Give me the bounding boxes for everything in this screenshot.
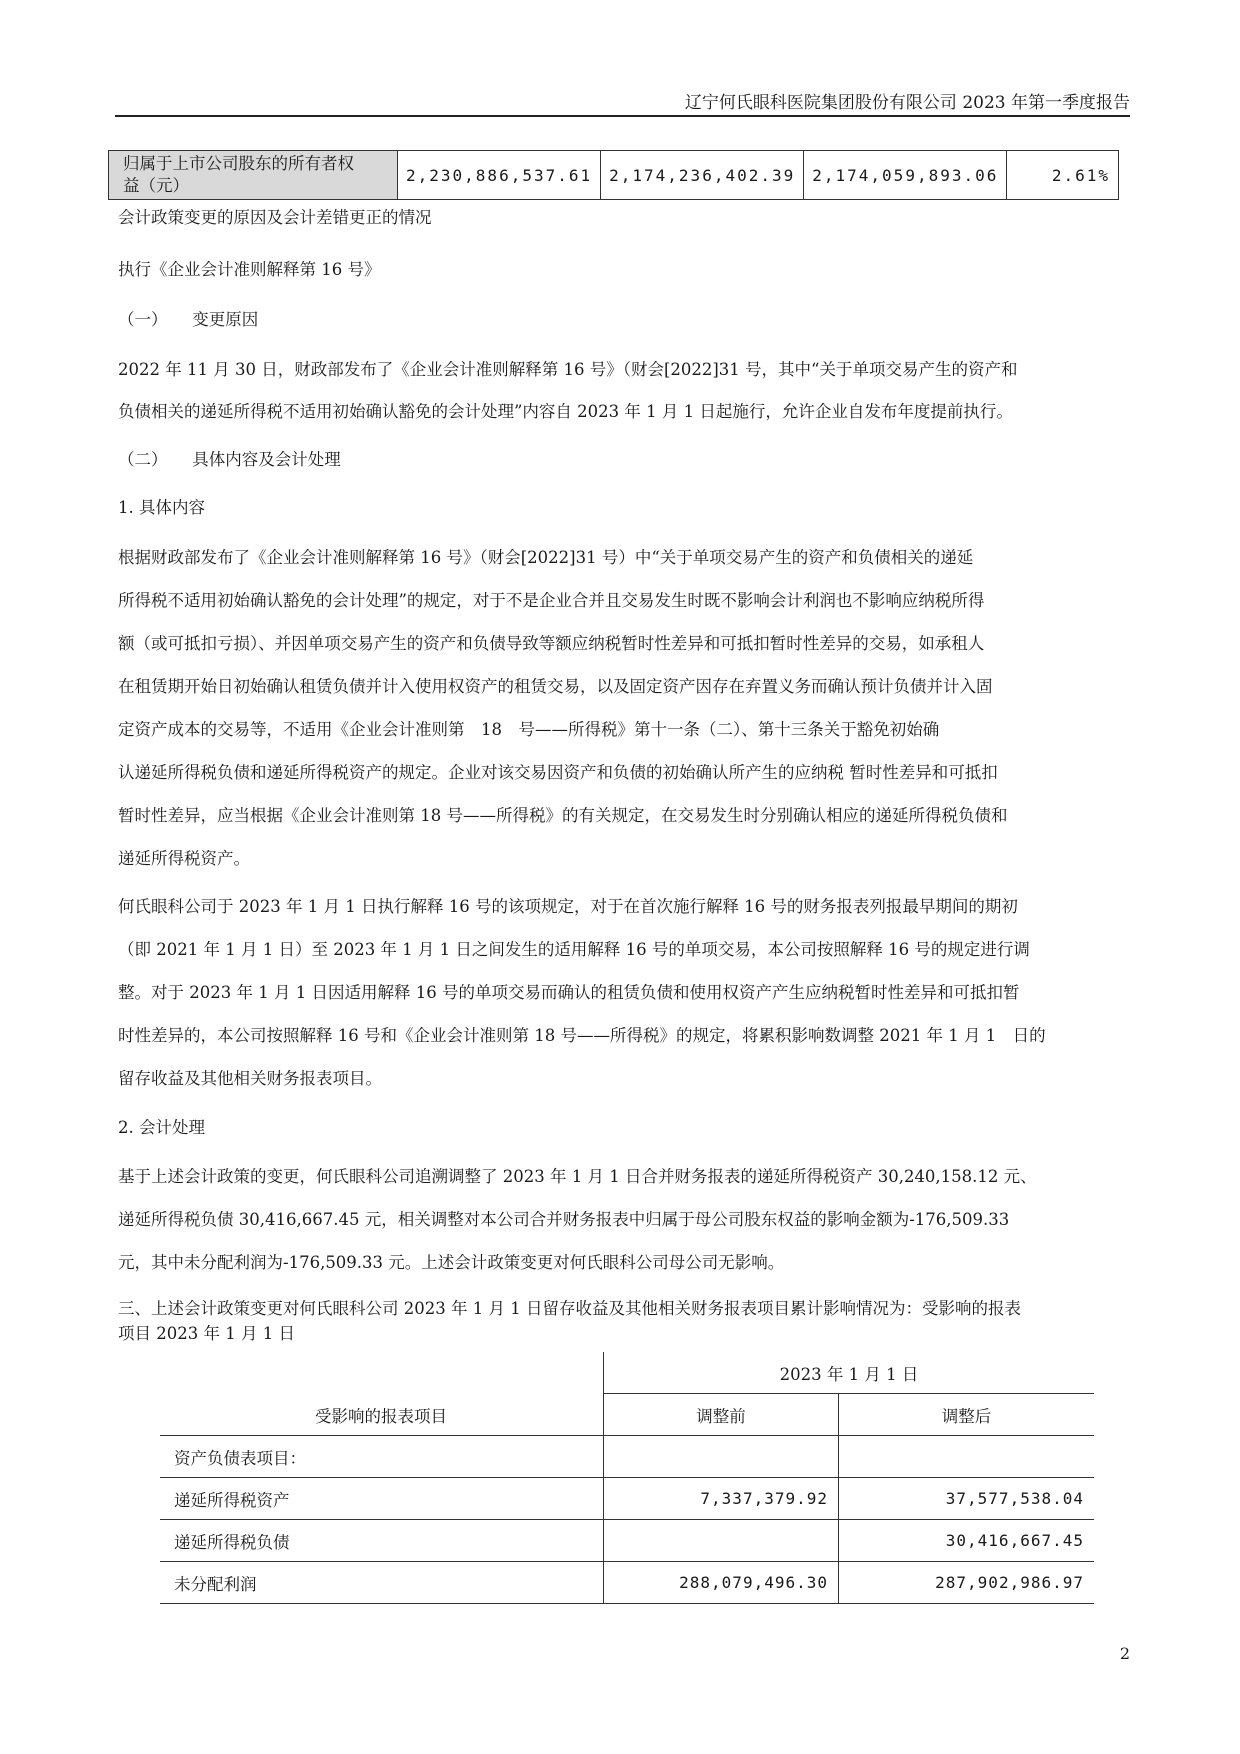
paragraph-line: 在租赁期开始日初始确认租赁负债并计入使用权资产的租赁交易，以及固定资产因存在弃置义务而确认预计负债并计入固 bbox=[118, 677, 993, 696]
row-item-cell: 递延所得税负债 bbox=[160, 1520, 604, 1562]
section-title: 会计政策变更的原因及会计差错更正的情况 bbox=[118, 208, 432, 227]
table-row bbox=[160, 1478, 1094, 1520]
equity-label-cell bbox=[109, 151, 398, 200]
paragraph-line: 基于上述会计政策的变更，何氏眼科公司追溯调整了 2023 年 1 月 1 日合并财务报表的递延所得税资产 30,240,158.12 元、 bbox=[118, 1167, 1037, 1186]
paragraph-line: 2022 年 11 月 30 日，财政部发布了《企业会计准则解释第 16 号》（财会[2022]31 号，其中“关于单项交易产生的资产和 bbox=[118, 360, 1018, 379]
equity-change-percent: 2.61% bbox=[1007, 151, 1119, 200]
equity-label-line2: 益（元） bbox=[123, 176, 189, 195]
row-before-cell bbox=[604, 1520, 839, 1562]
heading-change-reason: （一） 变更原因 bbox=[118, 310, 259, 329]
header-rule bbox=[115, 115, 1130, 117]
paragraph-line: 时性差异的，本公司按照解释 16 号和《企业会计准则第 18 号——所得税》的规定，将累积影响数调整 2021 年 1 月 1 日的 bbox=[118, 1026, 1046, 1045]
paragraph-line: （即 2021 年 1 月 1 日）至 2023 年 1 月 1 日之间发生的适用解释 16 号的单项交易，本公司按照解释 16 号的规定进行调 bbox=[118, 940, 1030, 959]
row-item-cell: 递延所得税资产 bbox=[160, 1478, 604, 1520]
table-row bbox=[109, 151, 1119, 200]
row-item-cell: 资产负债表项目： bbox=[160, 1436, 604, 1478]
row-after-cell: 287,902,986.97 bbox=[839, 1562, 1095, 1604]
paragraph-line: 项目 2023 年 1 月 1 日 bbox=[118, 1324, 295, 1343]
table-row bbox=[160, 1436, 1094, 1478]
equity-label-line1: 归属于上市公司股东的所有者权 bbox=[123, 154, 354, 173]
row-before-cell bbox=[604, 1436, 839, 1478]
paragraph-line: 认递延所得税负债和递延所得税资产的规定。企业对该交易因资产和负债的初始确认所产生的应纳税 暂时性差异和可抵扣 bbox=[118, 763, 998, 782]
heading-accounting-treatment: 2. 会计处理 bbox=[118, 1118, 205, 1137]
paragraph-line: 负债相关的递延所得税不适用初始确认豁免的会计处理”内容自 2023 年 1 月 1 日起施行，允许企业自发布年度提前执行。 bbox=[118, 402, 1013, 421]
row-item-cell: 未分配利润 bbox=[160, 1562, 604, 1604]
paragraph-line: 根据财政部发布了《企业会计准则解释第 16 号》（财会[2022]31 号）中“关于单项交易产生的资产和负债相关的递延 bbox=[118, 548, 974, 567]
table-row bbox=[160, 1520, 1094, 1562]
subsection-title: 执行《企业会计准则解释第 16 号》 bbox=[118, 260, 381, 279]
paragraph-line: 暂时性差异，应当根据《企业会计准则第 18 号——所得税》的有关规定，在交易发生时分别确认相应的递延所得税负债和 bbox=[118, 806, 1008, 825]
paragraph-line: 整。对于 2023 年 1 月 1 日因适用解释 16 号的单项交易而确认的租赁负债和使用权资产产生应纳税暂时性差异和可抵扣暂 bbox=[118, 983, 1020, 1002]
table-row bbox=[160, 1562, 1094, 1604]
paragraph-line: 留存收益及其他相关财务报表项目。 bbox=[118, 1069, 382, 1088]
paragraph-line: 额（或可抵扣亏损）、并因单项交易产生的资产和负债导致等额应纳税暂时性差异和可抵扣暂时性差异的交易，如承租人 bbox=[118, 634, 985, 653]
impact-table bbox=[160, 1352, 1094, 1604]
equity-value-current: 2,230,886,537.61 bbox=[398, 151, 601, 200]
row-after-cell bbox=[839, 1436, 1095, 1478]
report-header-title: 辽宁何氏眼科医院集团股份有限公司 2023 年第一季度报告 bbox=[684, 93, 1130, 113]
date-header-cell: 2023 年 1 月 1 日 bbox=[604, 1352, 1095, 1394]
before-header-cell: 调整前 bbox=[604, 1394, 839, 1436]
item-header-cell: 受影响的报表项目 bbox=[160, 1352, 604, 1436]
row-after-cell: 37,577,538.04 bbox=[839, 1478, 1095, 1520]
after-header-cell: 调整后 bbox=[839, 1394, 1095, 1436]
equity-value-prior-before: 2,174,236,402.39 bbox=[601, 151, 804, 200]
paragraph-line: 递延所得税资产。 bbox=[118, 849, 250, 868]
paragraph-line: 定资产成本的交易等，不适用《企业会计准则第 18 号——所得税》第十一条（二）、第十三条关于豁免初始确 bbox=[118, 720, 940, 739]
equity-value-prior-after: 2,174,059,893.06 bbox=[804, 151, 1007, 200]
row-before-cell: 7,337,379.92 bbox=[604, 1478, 839, 1520]
paragraph-line: 何氏眼科公司于 2023 年 1 月 1 日执行解释 16 号的该项规定，对于在首次施行解释 16 号的财务报表列报最早期间的期初 bbox=[118, 897, 1018, 916]
row-before-cell: 288,079,496.30 bbox=[604, 1562, 839, 1604]
table-header-row bbox=[160, 1352, 1094, 1394]
paragraph-line: 元，其中未分配利润为-176,509.33 元。上述会计政策变更对何氏眼科公司母公司无影响。 bbox=[118, 1253, 785, 1272]
page-number: 2 bbox=[1119, 1644, 1130, 1663]
row-after-cell: 30,416,667.45 bbox=[839, 1520, 1095, 1562]
heading-content-accounting: （二） 具体内容及会计处理 bbox=[118, 450, 341, 469]
paragraph-line: 递延所得税负债 30,416,667.45 元，相关调整对本公司合并财务报表中归属于母公司股东权益的影响金额为-176,509.33 bbox=[118, 1210, 1010, 1229]
equity-table bbox=[108, 150, 1119, 200]
paragraph-line: 三、上述会计政策变更对何氏眼科公司 2023 年 1 月 1 日留存收益及其他相关财务报表项目累计影响情况为：受影响的报表 bbox=[118, 1299, 1021, 1318]
heading-specific-content: 1. 具体内容 bbox=[118, 498, 205, 517]
paragraph-line: 所得税不适用初始确认豁免的会计处理”的规定，对于不是企业合并且交易发生时既不影响会计利润也不影响应纳税所得 bbox=[118, 591, 985, 610]
